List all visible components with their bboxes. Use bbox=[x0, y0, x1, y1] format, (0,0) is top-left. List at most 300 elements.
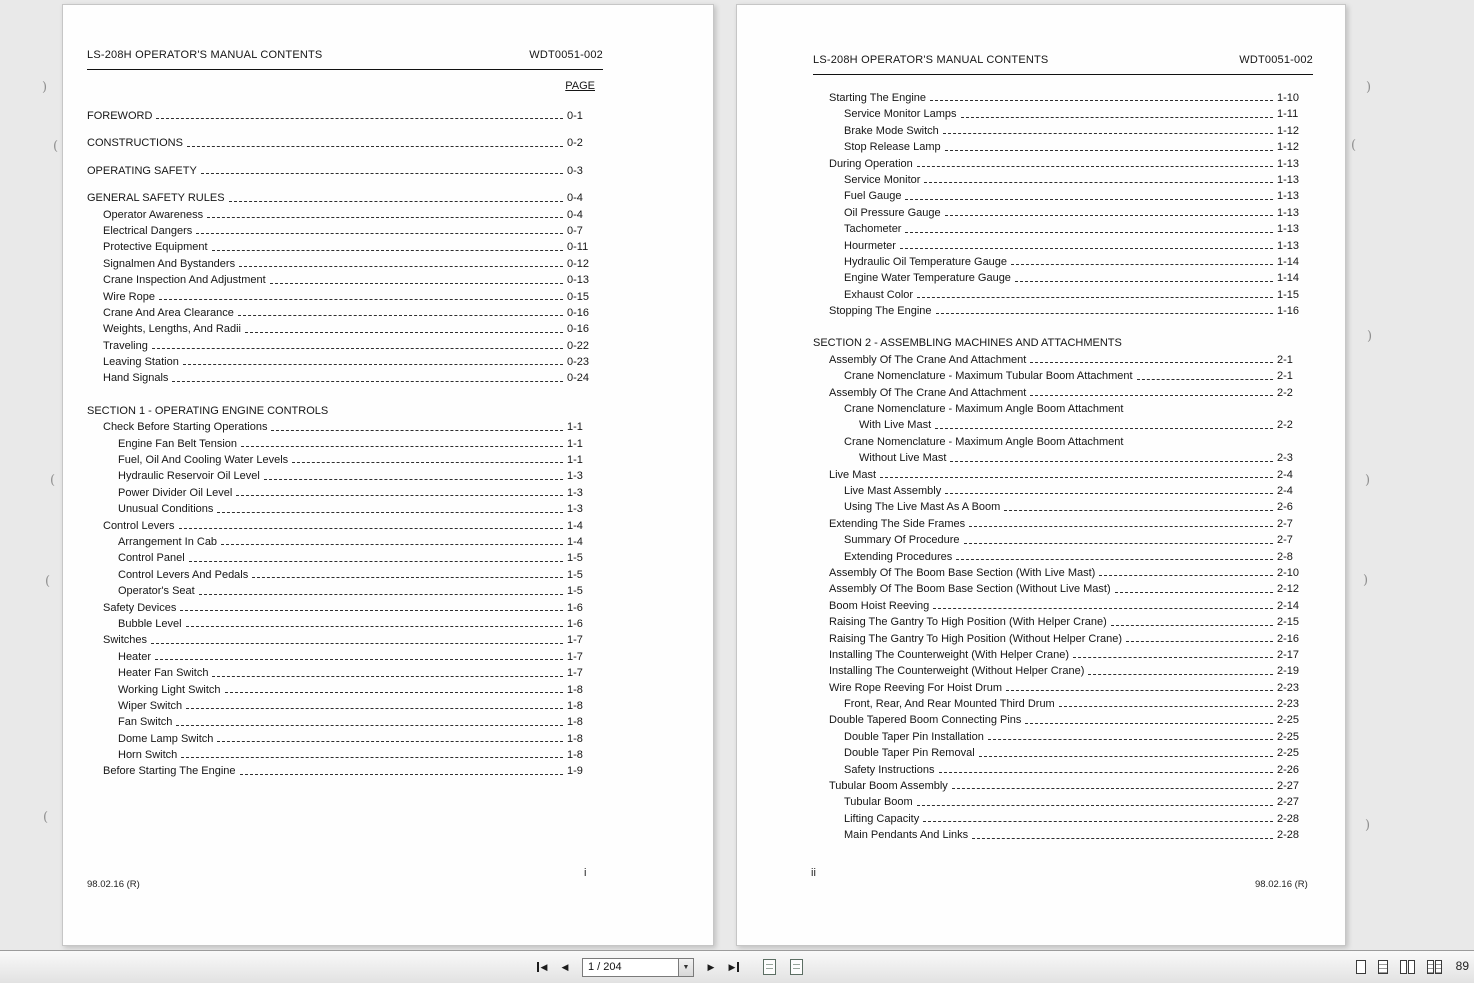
toc-entry bbox=[87, 550, 603, 566]
toc-entry-title: Electrical Dangers bbox=[103, 224, 193, 237]
toc-entry-title: SECTION 2 - ASSEMBLING MACHINES AND ATTACHMENTS bbox=[813, 337, 1122, 350]
dotted-leader bbox=[1137, 379, 1273, 380]
toc-entry bbox=[813, 516, 1313, 532]
dotted-leader bbox=[969, 526, 1273, 527]
toc-entry-page: 1-7 bbox=[567, 667, 583, 680]
toc-entry-title: Tubular Boom Assembly bbox=[829, 780, 948, 793]
dotted-leader bbox=[271, 430, 563, 431]
dotted-leader bbox=[979, 756, 1273, 757]
toc-entry bbox=[813, 172, 1313, 188]
dotted-leader bbox=[924, 182, 1273, 183]
toc-entry-title: Assembly Of The Crane And Attachment bbox=[829, 353, 1027, 366]
toc-entry bbox=[813, 287, 1313, 303]
status-number: 89 bbox=[1455, 959, 1469, 973]
dotted-leader bbox=[270, 283, 563, 284]
page-layout-group bbox=[1354, 951, 1444, 983]
toc-entry-page: 1-1 bbox=[567, 454, 583, 467]
toc-entry-page: 1-13 bbox=[1277, 239, 1300, 252]
last-page-icon: ▶ bbox=[729, 962, 740, 972]
toc-entry-title: SECTION 1 - OPERATING ENGINE CONTROLS bbox=[87, 404, 329, 417]
dotted-leader bbox=[1006, 690, 1273, 691]
toc-entry-page: 1-6 bbox=[567, 617, 583, 630]
toc-entry-page: 0-2 bbox=[567, 137, 583, 150]
last-page-button[interactable] bbox=[724, 957, 744, 977]
toc-entry-title: Weights, Lengths, And Radii bbox=[103, 323, 241, 336]
toc-entry-page: 2-8 bbox=[1277, 550, 1293, 563]
toc-entry-title: Live Mast bbox=[829, 468, 877, 481]
next-view-icon bbox=[790, 959, 803, 975]
toc-entry bbox=[813, 696, 1313, 712]
dotted-leader bbox=[236, 495, 563, 496]
header-title: LS-208H OPERATOR'S MANUAL CONTENTS bbox=[87, 49, 323, 61]
toc-entry-page: 0-15 bbox=[567, 290, 590, 303]
dotted-leader bbox=[1004, 510, 1273, 511]
facing-continuous-view-button[interactable] bbox=[1425, 958, 1444, 976]
scan-artifact: ) bbox=[42, 80, 48, 95]
dotted-leader bbox=[930, 100, 1273, 101]
toc-entry bbox=[813, 270, 1313, 286]
toc-entry-page: 0-11 bbox=[567, 241, 589, 254]
dotted-leader bbox=[935, 428, 1273, 429]
toc-entry-page: 2-25 bbox=[1277, 747, 1300, 760]
header-doc-number: WDT0051-002 bbox=[1239, 54, 1313, 66]
dotted-leader bbox=[945, 215, 1273, 216]
toc-entry-title: Safety Devices bbox=[103, 601, 177, 614]
toc-entry-title: Raising The Gantry To High Position (With Helper Crane) bbox=[829, 616, 1107, 629]
toc-entry-page: 1-16 bbox=[1277, 305, 1300, 318]
view-history-group bbox=[759, 956, 806, 978]
toc-list bbox=[87, 108, 603, 780]
toc-entry-page: 2-19 bbox=[1277, 665, 1300, 678]
toc-entry bbox=[813, 499, 1313, 515]
toc-entry-title: Assembly Of The Boom Base Section (With Live Mast) bbox=[829, 566, 1096, 579]
toc-entry-title: Horn Switch bbox=[118, 749, 178, 762]
toc-entry-title: Fan Switch bbox=[118, 716, 173, 729]
toc-entry-title: Double Tapered Boom Connecting Pins bbox=[829, 714, 1022, 727]
scan-artifact: ( bbox=[50, 473, 56, 488]
page-number-input[interactable] bbox=[582, 958, 678, 977]
toc-entry-title: Crane Inspection And Adjustment bbox=[103, 274, 266, 287]
dotted-leader bbox=[943, 133, 1273, 134]
dotted-leader bbox=[1030, 395, 1273, 396]
toc-entry bbox=[813, 368, 1313, 384]
toc-entry-title: Wire Rope bbox=[103, 290, 155, 303]
dotted-leader bbox=[221, 544, 563, 545]
toc-entry-page: 2-7 bbox=[1277, 517, 1293, 530]
toc-entry-page: 1-13 bbox=[1277, 157, 1300, 170]
toc-entry bbox=[87, 436, 603, 452]
toc-entry-page: 1-8 bbox=[567, 732, 583, 745]
toc-entry-page: 0-23 bbox=[567, 356, 590, 369]
toc-entry-title: Control Levers bbox=[103, 519, 175, 532]
toc-entry bbox=[87, 518, 603, 534]
toc-entry bbox=[813, 467, 1313, 483]
toc-entry bbox=[813, 335, 1313, 351]
header-rule bbox=[813, 74, 1313, 75]
facing-pages-view-icon bbox=[1400, 960, 1415, 974]
toc-entry bbox=[87, 731, 603, 747]
toc-entry bbox=[87, 163, 603, 179]
dotted-leader bbox=[972, 838, 1273, 839]
dotted-leader bbox=[945, 150, 1273, 151]
dotted-leader bbox=[264, 479, 563, 480]
dotted-leader bbox=[179, 528, 563, 529]
next-view-button[interactable] bbox=[786, 956, 806, 978]
next-page-button[interactable] bbox=[701, 957, 721, 977]
page-input-dropdown[interactable] bbox=[678, 958, 694, 977]
toc-entry-title: Fuel, Oil And Cooling Water Levels bbox=[118, 454, 289, 467]
chevron-down-icon: ▼ bbox=[682, 963, 690, 971]
toc-entry-page: 2-16 bbox=[1277, 632, 1300, 645]
toc-entry-title: Protective Equipment bbox=[103, 241, 208, 254]
continuous-view-button[interactable] bbox=[1376, 958, 1390, 976]
toc-entry bbox=[813, 762, 1313, 778]
dotted-leader bbox=[225, 692, 563, 693]
toc-entry-page: 0-1 bbox=[567, 110, 583, 122]
toc-entry-page: 2-28 bbox=[1277, 829, 1300, 842]
facing-continuous-view-icon bbox=[1427, 960, 1442, 974]
dotted-leader bbox=[189, 561, 563, 562]
header-rule bbox=[87, 69, 603, 70]
toc-entry-title: Bubble Level bbox=[118, 617, 182, 630]
toc-entry bbox=[87, 485, 603, 501]
toc-entry-title: Assembly Of The Crane And Attachment bbox=[829, 386, 1027, 399]
next-page-icon: ▶ bbox=[707, 962, 715, 972]
dotted-leader bbox=[1088, 674, 1273, 675]
toc-entry-page: 1-3 bbox=[567, 503, 583, 516]
toc-entry bbox=[813, 827, 1313, 843]
toc-entry-page: 0-12 bbox=[567, 257, 590, 270]
toc-entry-title: Unusual Conditions bbox=[118, 503, 214, 516]
toc-entry bbox=[813, 106, 1313, 122]
toc-entry bbox=[87, 272, 603, 288]
dotted-leader bbox=[156, 118, 563, 119]
toc-entry bbox=[87, 223, 603, 239]
dotted-leader bbox=[217, 741, 563, 742]
toc-entry-page: 2-17 bbox=[1277, 648, 1300, 661]
toc-entry bbox=[813, 483, 1313, 499]
single-page-view-button[interactable] bbox=[1354, 958, 1368, 976]
toc-entry bbox=[87, 649, 603, 665]
toc-entry bbox=[813, 188, 1313, 204]
toc-list bbox=[813, 90, 1313, 844]
toc-entry-page: 1-5 bbox=[567, 568, 583, 581]
facing-pages-view-button[interactable] bbox=[1398, 958, 1417, 976]
toc-entry-title: Extending The Side Frames bbox=[829, 517, 966, 530]
toc-entry-page: 0-7 bbox=[567, 224, 583, 237]
toc-entry-page: 1-7 bbox=[567, 634, 583, 647]
toc-entry-page: 1-9 bbox=[567, 765, 583, 778]
toc-entry bbox=[813, 401, 1313, 417]
toc-entry bbox=[813, 205, 1313, 221]
toc-entry-page: 2-3 bbox=[1277, 452, 1293, 465]
toc-entry bbox=[813, 647, 1313, 663]
page-column-label: PAGE bbox=[565, 80, 595, 92]
toc-entry-title: Raising The Gantry To High Position (Without Helper Crane) bbox=[829, 632, 1123, 645]
toc-entry-title: Engine Water Temperature Gauge bbox=[844, 272, 1011, 285]
toc-entry-title: Service Monitor Lamps bbox=[844, 108, 957, 121]
toc-entry-page: 1-1 bbox=[567, 421, 583, 434]
dotted-leader bbox=[217, 512, 563, 513]
dotted-leader bbox=[988, 739, 1273, 740]
toc-entry bbox=[87, 616, 603, 632]
toc-entry-page: 2-2 bbox=[1277, 419, 1293, 432]
toc-entry bbox=[813, 123, 1313, 139]
toc-entry-page: 1-10 bbox=[1277, 92, 1300, 104]
toc-entry-page: 0-16 bbox=[567, 306, 590, 319]
toc-entry bbox=[87, 321, 603, 337]
toc-entry-title: Crane Nomenclature - Maximum Angle Boom Attachment bbox=[844, 403, 1124, 416]
dotted-leader bbox=[1099, 575, 1273, 576]
page-navigation bbox=[532, 951, 806, 983]
dotted-leader bbox=[181, 757, 563, 758]
toc-entry bbox=[813, 254, 1313, 270]
toc-entry bbox=[813, 238, 1313, 254]
dotted-leader bbox=[964, 543, 1273, 544]
dotted-leader bbox=[172, 381, 563, 382]
toc-entry-title: Power Divider Oil Level bbox=[118, 486, 233, 499]
scan-artifact: ( bbox=[43, 810, 49, 825]
dotted-leader bbox=[1073, 657, 1273, 658]
dotted-leader bbox=[180, 610, 563, 611]
toc-entry bbox=[87, 665, 603, 681]
toc-entry-page: 2-1 bbox=[1277, 370, 1293, 383]
toc-entry-page: 2-14 bbox=[1277, 599, 1300, 612]
toc-entry-title: Installing The Counterweight (With Helper Crane) bbox=[829, 648, 1070, 661]
toc-entry-page: 1-12 bbox=[1277, 124, 1300, 137]
toc-entry bbox=[813, 352, 1313, 368]
header-doc-number: WDT0051-002 bbox=[529, 49, 603, 61]
toc-entry bbox=[87, 239, 603, 255]
toc-entry bbox=[813, 598, 1313, 614]
dotted-leader bbox=[183, 364, 563, 365]
toc-entry bbox=[87, 403, 603, 419]
toc-entry-title: Signalmen And Bystanders bbox=[103, 257, 236, 270]
toc-entry bbox=[813, 614, 1313, 630]
toc-entry bbox=[813, 712, 1313, 728]
toc-entry-title: Stop Release Lamp bbox=[844, 141, 941, 154]
toc-entry-page: 2-25 bbox=[1277, 730, 1300, 743]
toc-entry bbox=[813, 434, 1313, 450]
toc-entry-title: Wiper Switch bbox=[118, 699, 183, 712]
toc-entry-title: Crane Nomenclature - Maximum Angle Boom Attachment bbox=[844, 435, 1124, 448]
toc-entry bbox=[87, 698, 603, 714]
toc-entry-page: 1-13 bbox=[1277, 206, 1300, 219]
toc-entry-title: With Live Mast bbox=[859, 419, 932, 432]
toc-entry bbox=[87, 190, 603, 206]
toc-entry-page: 1-5 bbox=[567, 585, 583, 598]
toc-entry-page: 1-12 bbox=[1277, 141, 1300, 154]
toc-entry bbox=[87, 763, 603, 779]
toc-entry-title: Wire Rope Reeving For Hoist Drum bbox=[829, 681, 1002, 694]
dotted-leader bbox=[905, 199, 1273, 200]
toc-entry-page: 2-4 bbox=[1277, 468, 1293, 481]
toc-entry-title: Operator Awareness bbox=[103, 208, 204, 221]
footer-revision-date: 98.02.16 (R) bbox=[87, 879, 140, 890]
scan-artifact: ) bbox=[1367, 329, 1373, 344]
toc-entry bbox=[87, 305, 603, 321]
first-page-button[interactable] bbox=[532, 957, 552, 977]
dotted-leader bbox=[917, 166, 1273, 167]
toc-entry-title: Leaving Station bbox=[103, 356, 179, 369]
toc-entry-title: Heater Fan Switch bbox=[118, 667, 209, 680]
toc-entry bbox=[813, 729, 1313, 745]
toc-entry-page: 2-6 bbox=[1277, 501, 1293, 514]
toc-entry-title: Live Mast Assembly bbox=[844, 484, 942, 497]
toc-entry-page: 1-8 bbox=[567, 749, 583, 762]
dotted-leader bbox=[186, 626, 563, 627]
toc-entry-page: 0-4 bbox=[567, 192, 583, 205]
toc-entry-title: Stopping The Engine bbox=[829, 305, 932, 318]
dotted-leader bbox=[950, 461, 1273, 462]
dotted-leader bbox=[905, 232, 1273, 233]
toc-entry-page: 2-15 bbox=[1277, 616, 1300, 629]
toc-entry-title: Summary Of Procedure bbox=[844, 534, 960, 547]
dotted-leader bbox=[159, 299, 563, 300]
previous-view-button[interactable] bbox=[759, 956, 779, 978]
toc-entry-page: 0-3 bbox=[567, 164, 583, 177]
toc-entry-title: Double Taper Pin Installation bbox=[844, 730, 984, 743]
toc-entry-page: 2-7 bbox=[1277, 534, 1293, 547]
page-left bbox=[62, 4, 714, 946]
single-page-view-icon bbox=[1356, 960, 1366, 974]
toc-entry bbox=[813, 90, 1313, 106]
toc-entry bbox=[813, 745, 1313, 761]
dotted-leader bbox=[961, 117, 1274, 118]
toc-entry-title: Working Light Switch bbox=[118, 683, 221, 696]
toc-entry-page: 1-8 bbox=[567, 683, 583, 696]
dotted-leader bbox=[945, 493, 1273, 494]
toc-entry-title: Main Pendants And Links bbox=[844, 829, 969, 842]
toc-entry bbox=[87, 338, 603, 354]
dotted-leader bbox=[880, 477, 1273, 478]
toc-entry-page: 2-28 bbox=[1277, 812, 1300, 825]
toc-entry-page: 2-25 bbox=[1277, 714, 1300, 727]
toc-entry-title: OPERATING SAFETY bbox=[87, 164, 197, 177]
toc-entry bbox=[813, 778, 1313, 794]
toc-entry bbox=[87, 354, 603, 370]
toc-entry bbox=[813, 139, 1313, 155]
dotted-leader bbox=[933, 608, 1273, 609]
toc-entry bbox=[813, 450, 1313, 466]
toc-entry-page: 1-7 bbox=[567, 650, 583, 663]
toc-entry-title: During Operation bbox=[829, 157, 913, 170]
dotted-leader bbox=[176, 725, 563, 726]
toc-entry-page: 1-14 bbox=[1277, 272, 1300, 285]
toc-entry-title: CONSTRUCTIONS bbox=[87, 137, 183, 150]
dotted-leader bbox=[1126, 641, 1273, 642]
toc-entry-title: Engine Fan Belt Tension bbox=[118, 437, 238, 450]
dotted-leader bbox=[936, 313, 1273, 314]
toc-entry-page: 2-12 bbox=[1277, 583, 1300, 596]
dotted-leader bbox=[1030, 362, 1273, 363]
toc-entry bbox=[87, 583, 603, 599]
toc-entry-title: Crane Nomenclature - Maximum Tubular Boom Attachment bbox=[844, 370, 1133, 383]
scan-artifact: ( bbox=[45, 574, 51, 589]
toc-entry-page: 1-13 bbox=[1277, 190, 1300, 203]
dotted-leader bbox=[952, 788, 1273, 789]
toc-entry-title: Extending Procedures bbox=[844, 550, 953, 563]
viewer-toolbar bbox=[0, 950, 1474, 983]
scan-artifact: ( bbox=[53, 139, 59, 154]
toc-entry-title: Hand Signals bbox=[103, 372, 169, 385]
toc-entry-title: Switches bbox=[103, 634, 148, 647]
dotted-leader bbox=[239, 266, 563, 267]
toc-entry-title: Crane And Area Clearance bbox=[103, 306, 234, 319]
dotted-leader bbox=[923, 821, 1273, 822]
toc-entry-page: 1-6 bbox=[567, 601, 583, 614]
toc-entry-title: FOREWORD bbox=[87, 110, 153, 122]
dotted-leader bbox=[240, 774, 564, 775]
toc-entry-page: 2-4 bbox=[1277, 484, 1293, 497]
toc-entry-title: Using The Live Mast As A Boom bbox=[844, 501, 1001, 514]
toc-entry bbox=[87, 600, 603, 616]
toc-entry-page: 1-4 bbox=[567, 519, 583, 532]
folio-number: i bbox=[584, 867, 587, 879]
toc-entry bbox=[87, 419, 603, 435]
toc-entry bbox=[813, 581, 1313, 597]
toc-entry bbox=[813, 811, 1313, 827]
toc-entry bbox=[813, 156, 1313, 172]
first-page-icon: ◀ bbox=[537, 962, 548, 972]
dotted-leader bbox=[917, 805, 1273, 806]
toc-entry-page: 2-26 bbox=[1277, 763, 1300, 776]
toc-entry-page: 1-4 bbox=[567, 535, 583, 548]
toc-entry-page: 0-24 bbox=[567, 372, 590, 385]
page-header bbox=[87, 49, 603, 62]
dotted-leader bbox=[151, 643, 563, 644]
toc-entry-title: Traveling bbox=[103, 339, 148, 352]
toc-entry-page: 1-5 bbox=[567, 552, 583, 565]
dotted-leader bbox=[252, 577, 563, 578]
toc-entry bbox=[87, 501, 603, 517]
toc-entry-page: 1-11 bbox=[1277, 108, 1299, 121]
toc-entry-page: 1-3 bbox=[567, 486, 583, 499]
toc-entry-title: Oil Pressure Gauge bbox=[844, 206, 941, 219]
dotted-leader bbox=[155, 659, 563, 660]
continuous-view-icon bbox=[1378, 960, 1388, 974]
dotted-leader bbox=[212, 676, 563, 677]
toc-entry-title: Assembly Of The Boom Base Section (Without Live Mast) bbox=[829, 583, 1111, 596]
toc-entry bbox=[87, 534, 603, 550]
toc-entry-page: 0-22 bbox=[567, 339, 590, 352]
dotted-leader bbox=[245, 332, 563, 333]
toc-entry-title: Starting The Engine bbox=[829, 92, 927, 104]
toc-entry-title: Double Taper Pin Removal bbox=[844, 747, 975, 760]
toc-entry bbox=[87, 370, 603, 386]
toc-entry bbox=[87, 256, 603, 272]
previous-page-button[interactable] bbox=[555, 957, 575, 977]
toc-entry-title: Fuel Gauge bbox=[844, 190, 902, 203]
toc-entry bbox=[813, 532, 1313, 548]
toc-entry-page: 0-4 bbox=[567, 208, 583, 221]
dotted-leader bbox=[900, 248, 1273, 249]
toc-entry-title: Hydraulic Reservoir Oil Level bbox=[118, 470, 260, 483]
toc-entry-page: 1-8 bbox=[567, 716, 583, 729]
folio-number: ii bbox=[811, 867, 816, 879]
dotted-leader bbox=[241, 446, 563, 447]
toc-entry-title: Exhaust Color bbox=[844, 288, 914, 301]
toc-entry bbox=[87, 289, 603, 305]
toc-entry-title: GENERAL SAFETY RULES bbox=[87, 192, 225, 205]
toc-entry bbox=[87, 207, 603, 223]
toc-entry-title: Tachometer bbox=[844, 223, 902, 236]
toc-entry bbox=[813, 631, 1313, 647]
dotted-leader bbox=[1115, 592, 1273, 593]
previous-page-icon: ◀ bbox=[561, 962, 569, 972]
toc-entry bbox=[87, 135, 603, 151]
header-title: LS-208H OPERATOR'S MANUAL CONTENTS bbox=[813, 54, 1049, 66]
